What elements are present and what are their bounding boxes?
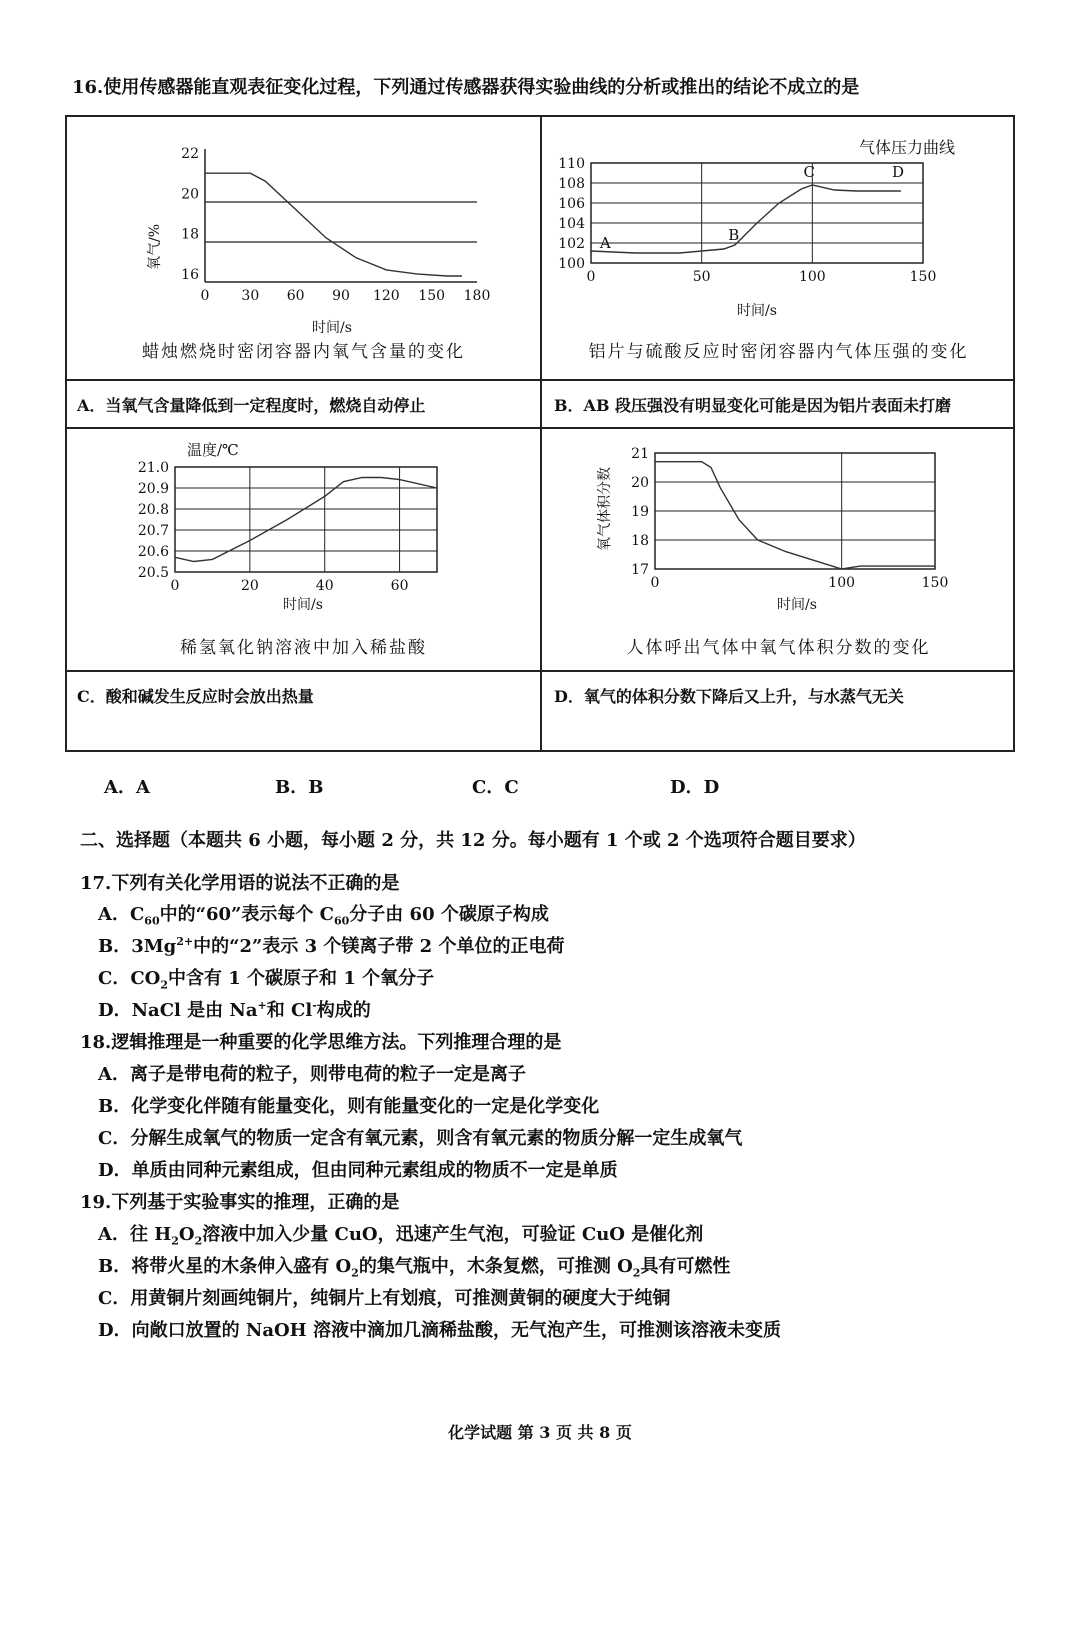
q16-stem: 16.使用传感器能直观表征变化过程，下列通过传感器获得实验曲线的分析或推出的结论不成立的是 (72, 77, 860, 98)
q19-option-b[interactable]: B．将带火星的木条伸入盛有 $O_2$的集气瓶中，木条复燃，可推测 $O_2$具有可燃性 (98, 1256, 731, 1280)
x-tick-label: 20 (240, 578, 259, 594)
q18-option-b[interactable]: B．化学变化伴随有能量变化，则有能量变化的一定是化学变化 (98, 1096, 600, 1117)
y-tick-label: 19 (631, 504, 649, 520)
q19-option-a[interactable]: A．往 $H_2O_2$溶液中加入少量 CuO，迅速产生气泡，可验证 CuO 是催化剂 (98, 1224, 704, 1248)
point-label: B (728, 226, 740, 244)
chart-breath-oxygen (597, 439, 997, 619)
x-tick-label: 150 (418, 288, 446, 304)
point-label: D (892, 163, 905, 181)
y-tick-label: 20 (181, 186, 199, 203)
q17-stem: 17.下列有关化学用语的说法不正确的是 (80, 873, 400, 894)
x-tick-label: 30 (241, 288, 260, 304)
chart-c-ylabel: 温度/℃ (187, 441, 239, 459)
q18-option-c[interactable]: C．分解生成氧气的物质一定含有氧元素，则含有氧元素的物质分解一定生成氧气 (98, 1128, 743, 1149)
y-tick-label: 20.5 (137, 565, 169, 581)
chart-pressure (557, 135, 1007, 335)
choice-a[interactable]: A．A (104, 777, 150, 798)
caption-c: 稀氢氧化钠溶液中加入稀盐酸 (180, 638, 427, 658)
page-footer: 化学试题 第 3 页 共 8 页 (448, 1423, 632, 1442)
x-tick-label: 50 (692, 269, 711, 285)
chart-b-title: 气体压力曲线 (858, 138, 956, 157)
y-tick-label: 20 (631, 475, 649, 491)
x-tick-label: 0 (650, 575, 660, 591)
y-tick-label: 18 (181, 226, 199, 243)
y-tick-label: 100 (558, 256, 585, 272)
y-tick-label: 20.8 (137, 502, 169, 518)
chart-c-xlabel: 时间/s (283, 597, 323, 613)
table-divider (67, 379, 1013, 381)
choice-c[interactable]: C．C (472, 777, 519, 798)
table-divider (67, 427, 1013, 429)
x-tick-label: 40 (315, 578, 334, 594)
x-tick-label: 60 (286, 288, 305, 304)
chart-a-ylabel: 氧气/% (147, 223, 163, 271)
y-tick-label: 18 (631, 533, 649, 549)
caption-b: 铝片与硫酸反应时密闭容器内气体压强的变化 (588, 342, 969, 362)
statement-a: A．当氧气含量降低到一定程度时，燃烧自动停止 (77, 396, 426, 415)
y-tick-label: 20.9 (137, 481, 169, 497)
y-tick-label: 17 (631, 562, 649, 578)
x-tick-label: 120 (372, 288, 400, 304)
section-heading: 二、选择题（本题共 6 小题，每小题 2 分，共 12 分。每小题有 1 个或 2 个选项符合题目要求） (80, 830, 866, 851)
statement-c: C．酸和碱发生反应时会放出热量 (77, 687, 314, 706)
q17-option-d[interactable]: D．NaCl 是由 Na+和 Cl-构成的 (98, 999, 371, 1021)
series-line (175, 478, 437, 562)
x-tick-label: 180 (463, 288, 491, 304)
y-tick-label: 102 (558, 236, 585, 252)
series-line (205, 173, 462, 276)
chart-oxygen-candle (147, 137, 507, 337)
y-tick-label: 22 (181, 146, 199, 163)
x-tick-label: 0 (586, 269, 596, 285)
q18-stem: 18.逻辑推理是一种重要的化学思维方法。下列推理合理的是 (80, 1032, 562, 1053)
chart-a-xlabel: 时间/s (312, 320, 352, 336)
chart-d-ylabel: 氧气体积分数 (597, 467, 613, 551)
caption-d: 人体呼出气体中氧气体积分数的变化 (626, 638, 931, 658)
statement-d: D．氧气的体积分数下降后又上升，与水蒸气无关 (554, 687, 904, 706)
q19-stem: 19.下列基于实验事实的推理，正确的是 (80, 1192, 400, 1213)
y-tick-label: 110 (558, 156, 585, 172)
statement-b: B．AB 段压强没有明显变化可能是因为铝片表面未打磨 (554, 396, 952, 415)
y-tick-label: 16 (181, 266, 199, 283)
q19-option-c[interactable]: C．用黄铜片刻画纯铜片，纯铜片上有划痕，可推测黄铜的硬度大于纯铜 (98, 1288, 671, 1309)
y-tick-label: 21.0 (137, 460, 169, 476)
series-line (655, 462, 935, 569)
chart-temperature (127, 439, 497, 619)
q17-option-b[interactable]: B．$3Mg^{2+}$中的“2”表示 3 个镁离子带 2 个单位的正电荷 (98, 935, 565, 957)
y-tick-label: 108 (558, 176, 585, 192)
choice-b[interactable]: B．B (275, 777, 324, 798)
q19-option-d[interactable]: D．向敞口放置的 NaOH 溶液中滴加几滴稀盐酸，无气泡产生，可推测该溶液未变质 (98, 1320, 781, 1341)
y-tick-label: 106 (558, 196, 585, 212)
x-tick-label: 60 (390, 578, 409, 594)
q17-option-a[interactable]: A．$C_{60}$中的“60”表示每个 $C_{60}$分子由 60 个碳原子构成 (98, 904, 549, 928)
q18-option-d[interactable]: D．单质由同种元素组成，但由同种元素组成的物质不一定是单质 (98, 1160, 618, 1181)
q16-figure-table (65, 115, 1015, 752)
choice-d[interactable]: D．D (670, 777, 720, 798)
x-tick-label: 0 (170, 578, 180, 594)
q17-option-c[interactable]: C．$CO_2$中含有 1 个碳原子和 1 个氧分子 (98, 968, 435, 992)
table-divider (67, 670, 1013, 672)
x-tick-label: 100 (828, 575, 856, 591)
chart-d-xlabel: 时间/s (777, 597, 817, 613)
y-tick-label: 20.6 (137, 544, 169, 560)
q18-option-a[interactable]: A．离子是带电荷的粒子，则带电荷的粒子一定是离子 (98, 1064, 526, 1085)
y-tick-label: 21 (631, 446, 649, 462)
x-tick-label: 90 (332, 288, 350, 304)
y-tick-label: 20.7 (137, 523, 169, 539)
x-tick-label: 150 (909, 269, 937, 285)
chart-b-xlabel: 时间/s (737, 303, 777, 319)
y-tick-label: 104 (558, 216, 585, 232)
point-label: C (803, 163, 815, 181)
x-tick-label: 150 (921, 575, 949, 591)
point-label: A (599, 234, 611, 252)
x-tick-label: 0 (200, 288, 210, 304)
caption-a: 蜡烛燃烧时密闭容器内氧气含量的变化 (142, 342, 465, 362)
x-tick-label: 100 (798, 269, 826, 285)
